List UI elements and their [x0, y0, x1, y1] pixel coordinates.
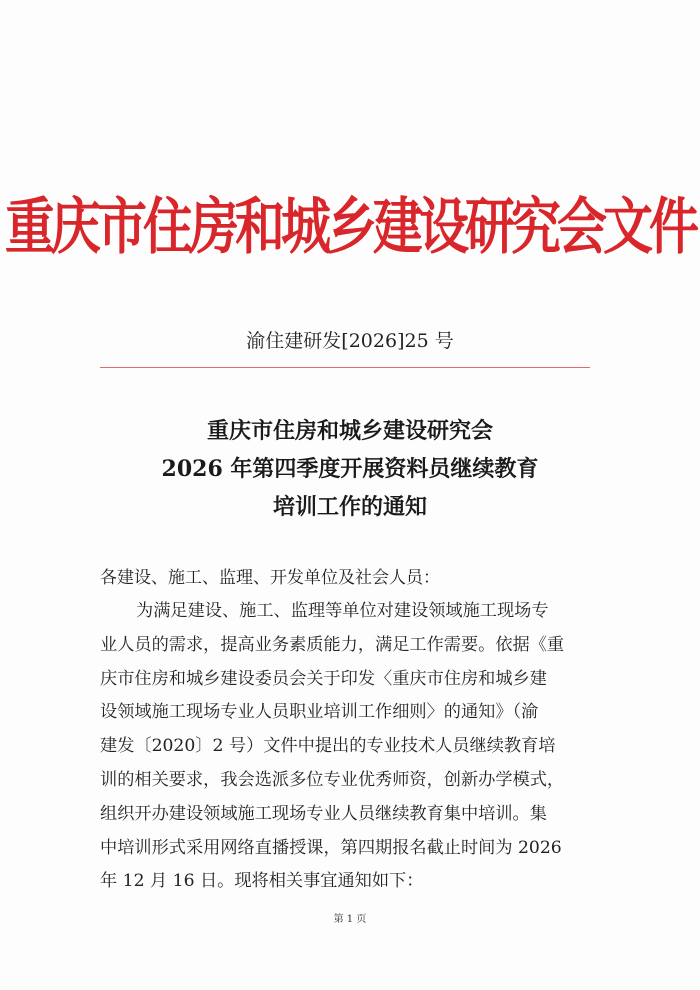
document-number: 渝住建研发[2026]25 号: [246, 330, 454, 352]
body-line: 设领域施工现场专业人员职业培训工作细则〉的通知》（渝: [100, 702, 539, 723]
body-line: 训的相关要求，我会选派多位专业优秀师资，创新办学模式，: [100, 769, 565, 790]
body-line: 庆市住房和城乡建设委员会关于印发〈重庆市住房和城乡建: [100, 668, 547, 689]
body-line: 为满足建设、施工、监理等单位对建设领域施工现场专: [136, 601, 549, 621]
body-line: 组织开办建设领域施工现场专业人员继续教育集中培训。集: [100, 803, 547, 824]
body-line: 业人员的需求，提高业务素质能力，满足工作需要。依据《重: [100, 634, 565, 655]
salutation: 各建设、施工、监理、开发单位及社会人员：: [100, 568, 440, 588]
header-divider: [100, 367, 590, 368]
page-number: 第 1 页: [333, 914, 367, 925]
body-paragraph: [100, 595, 590, 899]
document-header-title: 重庆市住房和城乡建设研究会文件: [5, 191, 695, 263]
body-line: 年 12 月 16 日。现将相关事宜通知如下：: [100, 871, 424, 892]
notice-title-line: 重庆市住房和城乡建设研究会: [206, 418, 493, 444]
body-line: 建发〔2020〕2 号）文件中提出的专业技术人员继续教育培: [100, 736, 556, 757]
notice-title: [0, 412, 700, 526]
body-line: 中培训形式采用网络直播授课，第四期报名截止时间为 2026: [100, 837, 562, 858]
notice-title-line: 2026 年第四季度开展资料员继续教育: [161, 456, 539, 482]
notice-title-line: 培训工作的通知: [272, 494, 427, 520]
